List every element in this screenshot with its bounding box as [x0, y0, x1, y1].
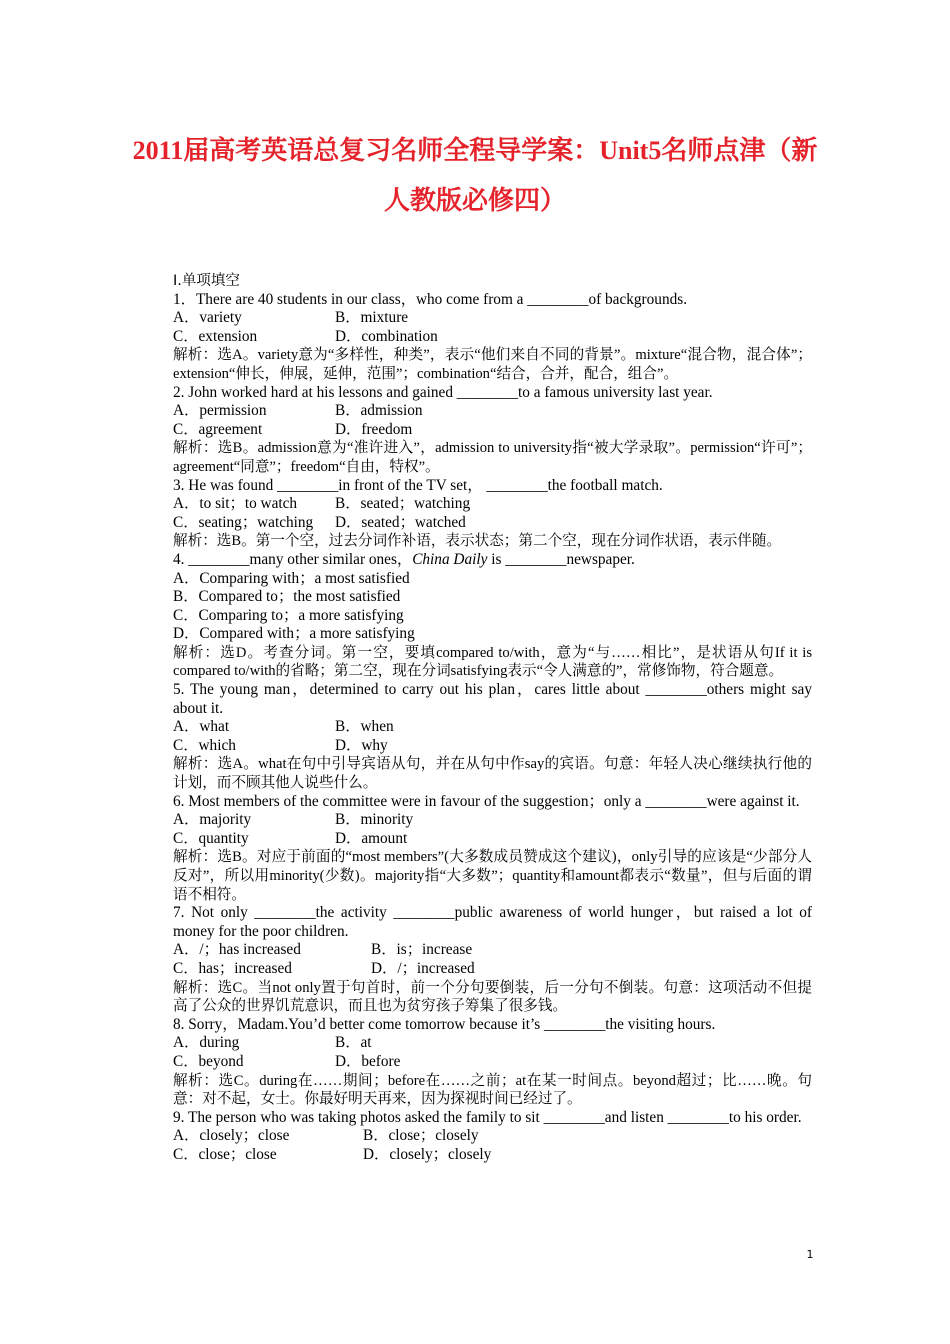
question-4-option-b: B．Compared to；the most satisfied: [173, 588, 401, 606]
question-2-explanation: 解析：选B。admission意为“准许进入”，admission to university指“被大学录取”。permission“许可”；agreement“同意”；freedom“自由，特权”。: [173, 440, 812, 475]
question-1-stem: 1．There are 40 students in our class，who come from a ________of backgrounds.: [173, 290, 688, 308]
question-8-stem: 8. Sorry，Madam.You’d better come tomorrow because it’s ________the visiting hours.: [173, 1015, 716, 1033]
option-c: C．has；increased: [173, 959, 292, 977]
option-b: B．admission: [335, 402, 423, 420]
option-d: D．combination: [335, 327, 438, 345]
option-b: B．close；closely: [363, 1127, 479, 1145]
option-d: D．why: [335, 736, 388, 754]
option-c: C．seating；watching: [173, 513, 314, 531]
document-body: [140, 272, 812, 1165]
option-c: C．beyond: [173, 1052, 244, 1070]
option-d: D．seated；watched: [335, 513, 466, 531]
question-6-explanation: 解析：选B。对应于前面的“most members”(大多数成员赞成这个建议)，only引导的应该是“少部分人反对”，所以用minority(少数)。majority指“大多数”；quantity和amount都表示“数量”，但与后面的谓语不相符。: [173, 849, 812, 903]
question-9-stem: 9. The person who was taking photos asked the family to sit ________and listen ________to his order.: [173, 1108, 802, 1126]
option-c: C．which: [173, 736, 236, 754]
option-a: A．/；has increased: [173, 941, 301, 959]
question-9-options-cd: [140, 1146, 812, 1165]
question-9-options-ab: [140, 1127, 812, 1146]
question-4-stem-end: is ________newspaper.: [487, 550, 635, 568]
page-number: 1: [806, 1248, 814, 1261]
question-4-stem-start: 4. ________many other similar ones，: [173, 550, 413, 568]
option-a: A．majority: [173, 811, 252, 829]
question-5-stem: 5. The young man，determined to carry out his plan，cares little about ________others might say about it.: [173, 681, 812, 717]
question-5-explanation: 解析：选A。what在句中引导宾语从句，并在从句中作say的宾语。句意：年轻人决心继续执行他的计划，而不顾其他人说些什么。: [173, 756, 812, 792]
question-3-options-cd: [140, 514, 812, 533]
option-b: B．seated；watching: [335, 495, 471, 513]
question-4-option-c: C．Comparing to；a more satisfying: [173, 606, 404, 624]
question-8-explanation: 解析：选C。during在……期间；before在……之前；at在某一时间点。beyond超过；比……晚。句意：对不起，女士。你最好明天再来，因为探视时间已经过了。: [173, 1072, 812, 1108]
question-7-options-cd: [140, 960, 812, 979]
option-a: A．what: [173, 718, 230, 736]
question-1-options-cd: [140, 328, 812, 347]
option-b: B．mixture: [335, 309, 409, 327]
option-c: C．extension: [173, 327, 258, 345]
question-3-options-ab: [140, 495, 812, 514]
question-4-stem-italic: China Daily: [412, 550, 488, 568]
option-b: B．at: [335, 1034, 372, 1052]
question-6-options-cd: [140, 830, 812, 849]
option-d: D．before: [335, 1052, 401, 1070]
option-d: D．amount: [335, 829, 408, 847]
option-b: B．minority: [335, 811, 414, 829]
question-4-stem: [140, 551, 812, 570]
option-a: A．during: [173, 1034, 240, 1052]
question-5-options-cd: [140, 737, 812, 756]
document-title: 2011届高考英语总复习名师全程导学案：Unit5名师点津（新人教版必修四）: [132, 136, 818, 215]
question-1-options-ab: [140, 309, 812, 328]
option-c: C．close；close: [173, 1145, 277, 1163]
question-7-options-ab: [140, 941, 812, 960]
option-c: C．agreement: [173, 420, 263, 438]
question-3-stem: 3. He was found ________in front of the TV set， ________the football match.: [173, 476, 663, 494]
option-a: A．variety: [173, 309, 242, 327]
option-c: C．quantity: [173, 829, 249, 847]
question-6-options-ab: [140, 811, 812, 830]
question-2-stem: 2. John worked hard at his lessons and gained ________to a famous university last year.: [173, 383, 713, 401]
option-a: A．permission: [173, 402, 267, 420]
question-2-options-cd: [140, 421, 812, 440]
option-b: B．is；increase: [371, 941, 473, 959]
question-4-explanation: 解析：选D。考查分词。第一空，要填compared to/with，意为“与……相比”，是状语从句If it is compared to/with的省略；第二空，现在分词satisfying表示“令人满意的”，常修饰物，符合题意。: [173, 644, 812, 680]
option-a: A．closely；close: [173, 1127, 290, 1145]
question-6-stem: 6. Most members of the committee were in favour of the suggestion；only a ________were against it.: [173, 792, 800, 810]
question-8-options-ab: [140, 1034, 812, 1053]
option-b: B．when: [335, 718, 394, 736]
question-5-options-ab: [140, 718, 812, 737]
question-4-option-a: A．Comparing with；a most satisfied: [173, 569, 410, 587]
option-d: D．/；increased: [371, 959, 475, 977]
section-heading: Ⅰ.单项填空: [173, 273, 240, 289]
question-1-explanation: 解析：选A。variety意为“多样性，种类”，表示“他们来自不同的背景”。mixture“混合物，混合体”；extension“伸长，伸展，延伸，范围”；combination“结合，合并，配合，组合”。: [173, 347, 812, 382]
option-d: D．freedom: [335, 420, 413, 438]
option-a: A．to sit；to watch: [173, 495, 298, 513]
question-7-explanation: 解析：选C。当not only置于句首时，前一个分句要倒装，后一分句不倒装。句意：这项活动不但提高了公众的世界饥荒意识，而且也为贫穷孩子筹集了很多钱。: [173, 979, 812, 1015]
question-4-option-d: D．Compared with；a more satisfying: [173, 625, 415, 643]
question-2-options-ab: [140, 402, 812, 421]
question-8-options-cd: [140, 1053, 812, 1072]
question-7-stem: 7. Not only ________the activity ________public awareness of world hunger，but raised a lot of money for the poor children.: [173, 904, 812, 940]
option-d: D．closely；closely: [363, 1145, 492, 1163]
question-3-explanation: 解析：选B。第一个空，过去分词作补语，表示状态；第二个空，现在分词作状语，表示伴随。: [173, 533, 782, 550]
